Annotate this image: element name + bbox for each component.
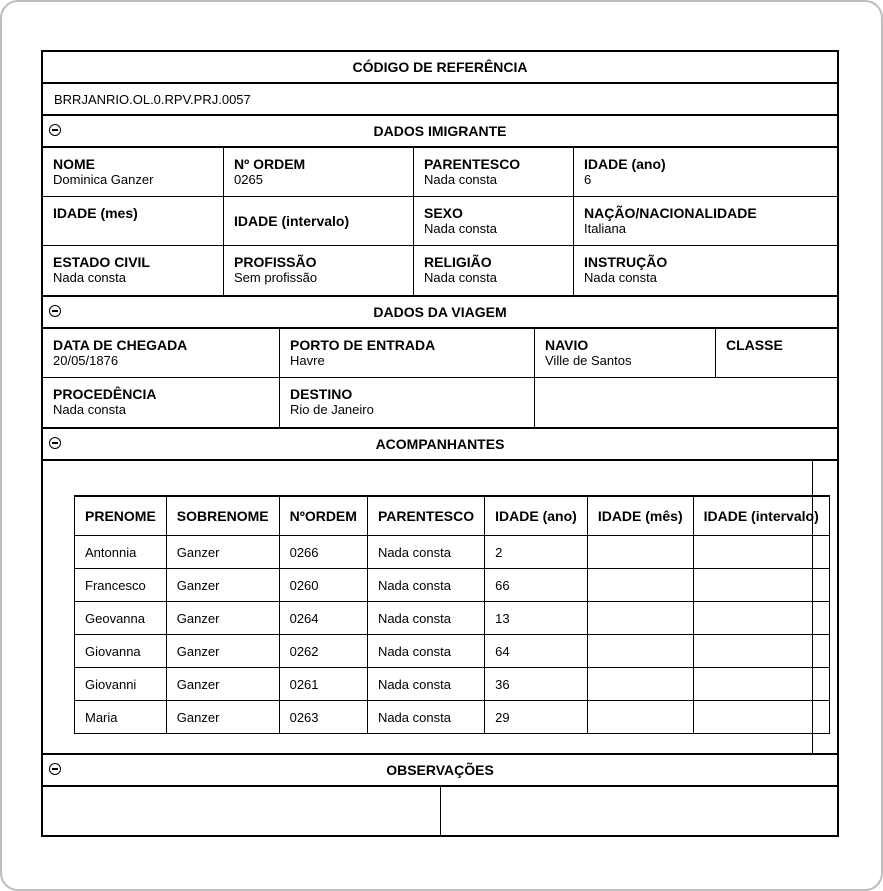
- field-navio: NAVIO Ville de Santos: [535, 329, 716, 378]
- field-sexo: SEXO Nada consta: [414, 197, 574, 246]
- field-parentesco: PARENTESCO Nada consta: [414, 148, 574, 197]
- codigo-value-row: [41, 82, 839, 116]
- collapse-minus-icon[interactable]: [49, 124, 61, 136]
- codigo-value: BRRJANRIO.OL.0.RPV.PRJ.0057: [54, 91, 251, 107]
- col-idade-ano: IDADE (ano): [485, 496, 588, 536]
- imigrante-grid: [41, 146, 839, 297]
- table-row: Antonnia Ganzer 0266 Nada consta 2: [75, 536, 830, 569]
- col-idade-mes: IDADE (mês): [587, 496, 693, 536]
- field-estado-civil: ESTADO CIVIL Nada consta: [43, 246, 224, 295]
- field-religiao: RELIGIÃO Nada consta: [414, 246, 574, 295]
- field-instrucao: INSTRUÇÃO Nada consta: [584, 254, 668, 285]
- field-nome: NOME Dominica Ganzer: [43, 148, 224, 197]
- table-row: Giovanna Ganzer 0262 Nada consta 64: [75, 635, 830, 668]
- col-prenome: PRENOME: [75, 496, 167, 536]
- observacoes-header: [41, 753, 839, 787]
- field-destino: DESTINO Rio de Janeiro: [280, 378, 535, 427]
- observacoes-body: [41, 785, 839, 837]
- observacoes-cell-left: [43, 787, 441, 835]
- collapse-minus-icon[interactable]: [49, 763, 61, 775]
- acompanhantes-header-label: ACOMPANHANTES: [375, 436, 505, 452]
- field-profissao: PROFISSÃO Sem profissão: [224, 246, 414, 295]
- imigrante-header: [41, 114, 839, 148]
- field-data-chegada: DATA DE CHEGADA 20/05/1876: [43, 329, 280, 378]
- field-idade-ano: IDADE (ano) 6: [574, 148, 837, 197]
- empty-cell: [535, 378, 837, 427]
- observacoes-cell-right: [441, 787, 837, 835]
- imigrante-header-label: DADOS IMIGRANTE: [373, 123, 507, 139]
- codigo-header-label: CÓDIGO DE REFERÊNCIA: [352, 59, 528, 75]
- table-header-row: [75, 496, 830, 536]
- collapse-minus-icon[interactable]: [49, 437, 61, 449]
- acompanhantes-table: [74, 495, 830, 734]
- record-sheet: [41, 52, 839, 837]
- field-procedencia: PROCEDÊNCIA Nada consta: [43, 378, 280, 427]
- col-idade-intervalo: IDADE (intervalo): [693, 496, 829, 536]
- viagem-grid: [41, 327, 839, 429]
- field-classe: CLASSE: [716, 329, 837, 378]
- observacoes-header-label: OBSERVAÇÕES: [386, 762, 494, 778]
- field-n-ordem: Nº ORDEM 0265: [224, 148, 414, 197]
- field-porto-entrada: PORTO DE ENTRADA Havre: [280, 329, 535, 378]
- viagem-header: [41, 295, 839, 329]
- acompanhantes-panel: [41, 459, 839, 755]
- field-idade-mes: IDADE (mes): [43, 197, 224, 246]
- viagem-header-label: DADOS DA VIAGEM: [373, 304, 507, 320]
- collapse-minus-icon[interactable]: [49, 305, 61, 317]
- field-nacionalidade: NAÇÃO/NACIONALIDADE Italiana: [574, 197, 837, 246]
- col-sobrenome: SOBRENOME: [166, 496, 279, 536]
- table-row: Geovanna Ganzer 0264 Nada consta 13: [75, 602, 830, 635]
- codigo-header: [41, 50, 839, 84]
- acompanhantes-header: [41, 427, 839, 461]
- table-row: Maria Ganzer 0263 Nada consta 29: [75, 701, 830, 734]
- field-idade-intervalo: IDADE (intervalo): [224, 197, 414, 246]
- table-row: Giovanni Ganzer 0261 Nada consta 36: [75, 668, 830, 701]
- table-row: Francesco Ganzer 0260 Nada consta 66: [75, 569, 830, 602]
- col-nordem: NºORDEM: [279, 496, 367, 536]
- col-parentesco: PARENTESCO: [367, 496, 484, 536]
